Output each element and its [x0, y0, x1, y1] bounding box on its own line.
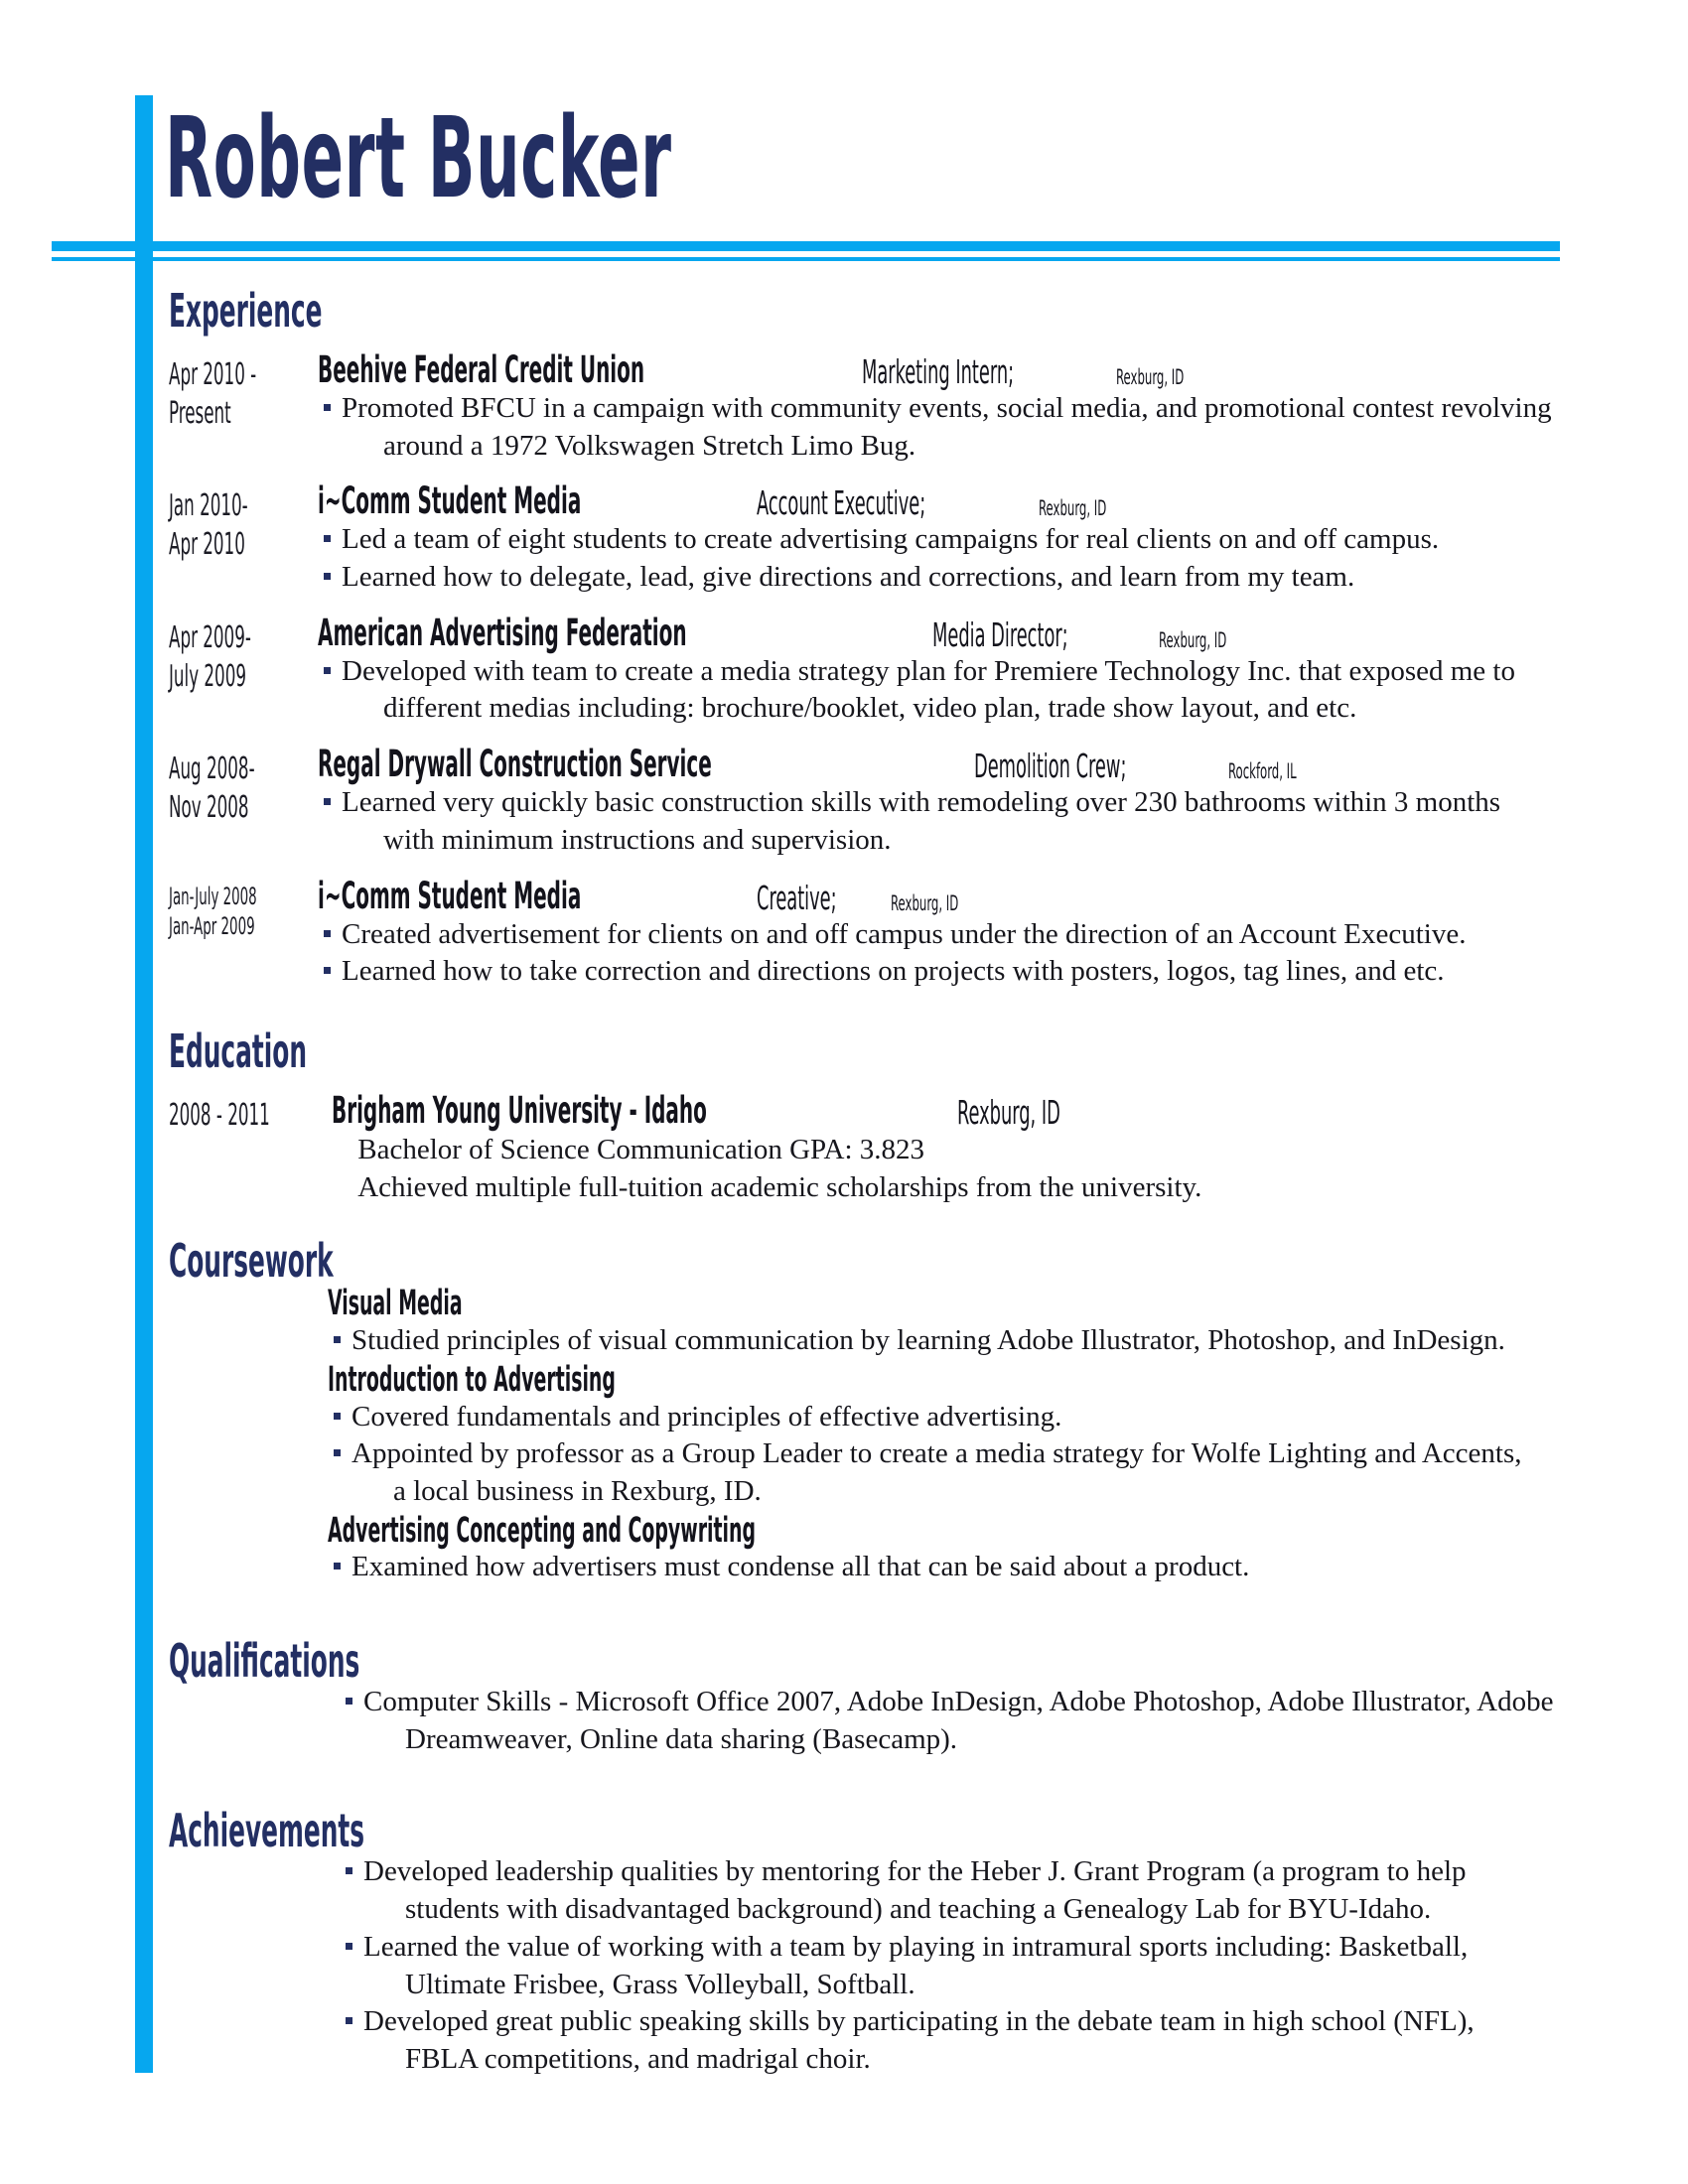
bullet-text-continued: FBLA competitions, and madrigal choir.	[405, 2042, 871, 2075]
job-title: Creative;	[757, 878, 837, 917]
section-experience	[169, 284, 1559, 991]
entry-body	[318, 743, 1559, 859]
bullet-marker	[346, 1867, 352, 1874]
section-education	[169, 1024, 1559, 1207]
bullet-item	[328, 1322, 1559, 1360]
organization-name: Regal Drywall Construction Service	[318, 743, 712, 786]
date-line: Aug 2008-	[169, 751, 255, 787]
date-line: 2008 - 2011	[169, 1097, 270, 1133]
entry-location: Rexburg, ID	[890, 890, 958, 915]
section-title-education: Education	[169, 1024, 308, 1078]
bullet-text: Created advertisement for clients on and off campus under the direction of an Account Executive.	[342, 917, 1467, 950]
job-title: Marketing Intern;	[862, 352, 1015, 391]
course-bullet-list	[328, 1549, 1559, 1586]
bullet-text: Studied principles of visual communication by learning Adobe Illustrator, Photoshop, and InDesign.	[352, 1324, 1505, 1357]
experience-entry	[169, 479, 1559, 596]
date-line: Present	[169, 396, 231, 431]
qualifications-bullet-list	[340, 1684, 1559, 1758]
bullet-text: Appointed by professor as a Group Leader to create a media strategy for Wolfe Lighting and Accents,	[352, 1437, 1522, 1470]
bullet-item	[328, 1399, 1559, 1436]
job-title: Rexburg, ID	[956, 1092, 1060, 1132]
course-title: Introduction to Advertising	[328, 1359, 616, 1400]
section-achievements	[169, 1804, 1559, 2078]
organization-name: Brigham Young University - Idaho	[332, 1088, 708, 1132]
bullet-marker	[334, 1336, 341, 1343]
entry-body	[332, 1088, 1559, 1207]
section-qualifications	[169, 1634, 1559, 1758]
course-block	[328, 1510, 1559, 1586]
bullet-text: Developed leadership qualities by mentoring for the Heber J. Grant Program (a program to help	[363, 1855, 1467, 1888]
bullet-item	[328, 1435, 1559, 1510]
entry-body	[318, 479, 1559, 596]
date-line: Nov 2008	[169, 790, 249, 826]
bullet-text: Learned how to take correction and directions on projects with posters, logos, tag lines, and etc.	[342, 955, 1445, 988]
bullet-marker	[334, 1563, 341, 1570]
education-detail-line: Bachelor of Science Communication GPA: 3.823	[357, 1133, 925, 1165]
course-block	[328, 1359, 1559, 1511]
coursework-course-list	[328, 1286, 1559, 1586]
date-line: Jan-July 2008	[169, 882, 257, 910]
bullet-marker	[346, 1698, 352, 1705]
bullet-text: Developed with team to create a media strategy plan for Premiere Technology Inc. that exposed me to	[342, 654, 1515, 687]
bullet-item	[340, 1684, 1559, 1758]
entry-date-range	[169, 746, 318, 827]
entry-headline	[318, 479, 1559, 523]
page-title: Robert Bucker	[165, 94, 672, 223]
entry-bullet-list	[318, 653, 1559, 728]
bullet-item	[318, 953, 1559, 991]
entry-headline	[318, 874, 1559, 917]
bullet-item	[340, 1929, 1559, 2003]
entry-date-range	[169, 614, 318, 696]
bullet-item	[318, 784, 1559, 859]
bullet-text-continued: Dreamweaver, Online data sharing (Basecamp).	[405, 1722, 958, 1755]
bullet-item	[328, 1549, 1559, 1586]
organization-name: Beehive Federal Credit Union	[318, 348, 645, 391]
date-line: July 2009	[169, 658, 246, 694]
entry-location: Rockford, IL	[1228, 759, 1297, 784]
bullet-text: Computer Skills - Microsoft Office 2007, Adobe InDesign, Adobe Photoshop, Adobe Illustrator, Adobe	[363, 1686, 1554, 1718]
section-title-coursework: Coursework	[169, 1234, 334, 1289]
date-line: Jan 2010-	[169, 488, 248, 524]
education-detail-line: Achieved multiple full-tuition academic scholarships from the university.	[357, 1171, 1202, 1204]
entry-body	[318, 874, 1559, 991]
bullet-item	[318, 916, 1559, 954]
course-bullet-list	[328, 1399, 1559, 1511]
bullet-marker	[324, 667, 331, 674]
bullet-item	[340, 1853, 1559, 1928]
bullet-text: Developed great public speaking skills by participating in the debate team in high school (NFL),	[363, 2005, 1475, 2038]
bullet-marker	[346, 1943, 352, 1950]
accent-vertical-bar	[135, 95, 153, 2073]
bullet-text: Learned very quickly basic construction skills with remodeling over 230 bathrooms within 3 months	[342, 786, 1501, 819]
bullet-text: Learned how to delegate, lead, give directions and corrections, and learn from my team.	[342, 561, 1355, 594]
course-title: Advertising Concepting and Copywriting	[328, 1510, 756, 1551]
course-block	[328, 1286, 1559, 1359]
entry-bullet-list	[318, 784, 1559, 859]
bullet-marker	[324, 798, 331, 805]
bullet-text-continued: around a 1972 Volkswagen Stretch Limo Bug.	[383, 429, 916, 462]
section-title-experience: Experience	[169, 284, 323, 338]
entry-date-range	[169, 878, 318, 942]
entry-headline	[318, 611, 1559, 654]
experience-entry	[169, 348, 1559, 465]
achievements-bullet-list	[340, 1853, 1559, 2078]
date-line: Jan-Apr 2009	[169, 912, 255, 941]
bullet-item	[318, 390, 1559, 465]
entry-body	[318, 611, 1559, 728]
organization-name: i~Comm Student Media	[318, 479, 582, 523]
entry-bullet-list	[318, 390, 1559, 465]
bullet-text-continued: students with disadvantaged background) and teaching a Genealogy Lab for BYU-Idaho.	[405, 1893, 1432, 1926]
organization-name: i~Comm Student Media	[318, 874, 582, 917]
bullet-marker	[324, 535, 331, 542]
entry-date-range	[169, 351, 318, 433]
date-line: Apr 2010	[169, 527, 245, 563]
bullet-marker	[334, 1449, 341, 1456]
entry-headline	[318, 743, 1559, 786]
organization-name: American Advertising Federation	[318, 611, 687, 654]
bullet-text-continued: a local business in Rexburg, ID.	[393, 1474, 762, 1507]
bullet-marker	[346, 2017, 352, 2024]
bullet-text: Examined how advertisers must condense all that can be said about a product.	[352, 1551, 1250, 1583]
accent-rule-thick	[52, 241, 1560, 251]
entry-location: Rexburg, ID	[1038, 496, 1107, 521]
course-title: Visual Media	[328, 1284, 463, 1324]
bullet-marker	[334, 1413, 341, 1420]
bullet-text-continued: Ultimate Frisbee, Grass Volleyball, Softball.	[405, 1968, 915, 2000]
course-bullet-list	[328, 1322, 1559, 1360]
job-title: Demolition Crew;	[974, 747, 1127, 786]
bullet-text-continued: with minimum instructions and supervision.	[383, 823, 892, 856]
entry-location: Rexburg, ID	[1115, 365, 1184, 389]
section-coursework	[169, 1234, 1559, 1586]
bullet-marker	[324, 404, 331, 411]
job-title: Media Director;	[932, 614, 1068, 654]
bullet-marker	[324, 967, 331, 974]
section-title-qualifications: Qualifications	[169, 1634, 360, 1689]
experience-entry-list	[169, 348, 1559, 991]
bullet-marker	[324, 930, 331, 937]
bullet-text: Learned the value of working with a team by playing in intramural sports including: Basketball,	[363, 1930, 1469, 1963]
education-entry-list	[169, 1088, 1559, 1207]
experience-entry	[169, 743, 1559, 859]
date-line: Apr 2009-	[169, 619, 251, 655]
section-title-achievements: Achievements	[169, 1804, 365, 1858]
experience-entry	[169, 611, 1559, 728]
entry-headline	[318, 348, 1559, 391]
bullet-item	[340, 2003, 1559, 2078]
entry-headline	[332, 1088, 1559, 1132]
entry-date-range	[169, 1092, 332, 1135]
bullet-text: Led a team of eight students to create advertising campaigns for real clients on and off campus.	[342, 523, 1440, 556]
bullet-marker	[324, 573, 331, 580]
entry-location: Rexburg, ID	[1159, 627, 1227, 652]
bullet-item	[318, 653, 1559, 728]
job-title: Account Executive;	[757, 483, 926, 523]
resume-content	[169, 278, 1559, 2079]
entry-bullet-list	[318, 916, 1559, 991]
date-line: Apr 2010 -	[169, 357, 257, 392]
entry-body	[318, 348, 1559, 465]
entry-bullet-list	[318, 521, 1559, 596]
education-entry	[169, 1088, 1559, 1207]
bullet-text: Promoted BFCU in a campaign with community events, social media, and promotional contest revolving	[342, 392, 1552, 424]
bullet-item	[318, 559, 1559, 597]
experience-entry	[169, 874, 1559, 991]
bullet-text: Covered fundamentals and principles of effective advertising.	[352, 1400, 1062, 1433]
bullet-text-continued: different medias including: brochure/booklet, video plan, trade show layout, and etc.	[383, 692, 1357, 725]
entry-date-range	[169, 482, 318, 564]
accent-rule-thin	[52, 257, 1560, 261]
bullet-item	[318, 521, 1559, 559]
